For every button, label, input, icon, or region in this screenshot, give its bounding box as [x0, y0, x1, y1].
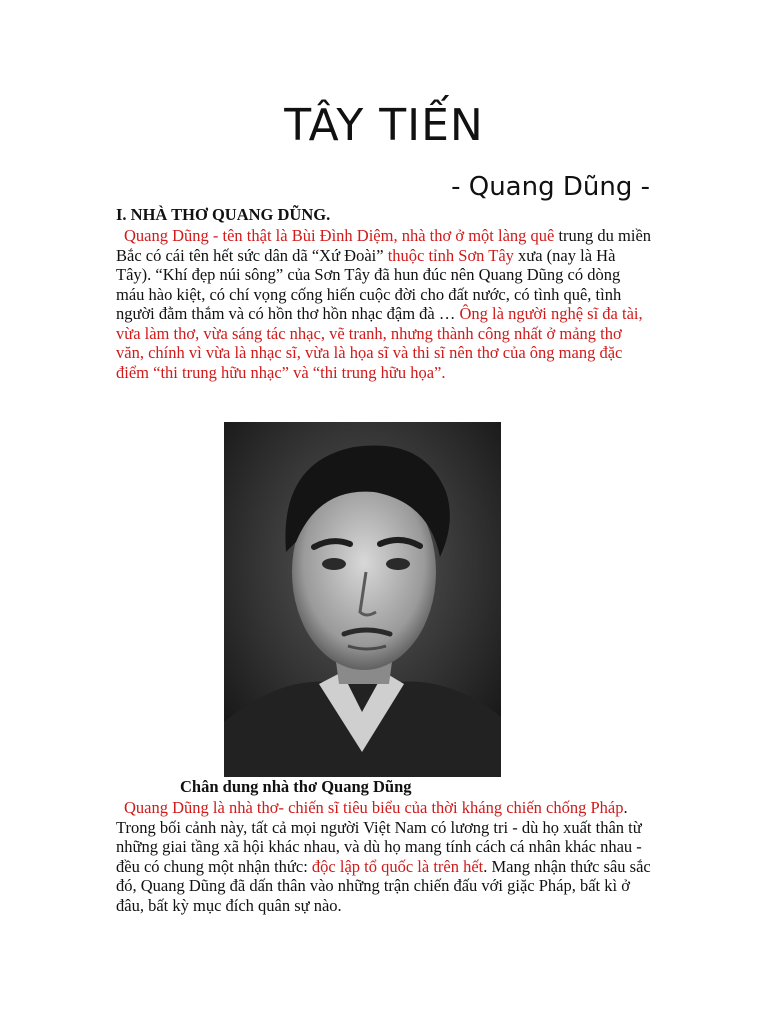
image-caption: Chân dung nhà thơ Quang Dũng	[180, 777, 412, 796]
text-run: Ông là người nghệ sĩ đa tài, vừa làm thơ, vừa sáng tác nhạc, vẽ tranh, nhưng thành công nhất ở mảng thơ văn, chính vì vừa là nhạc sĩ, vừa là họa sĩ và thi sĩ nên thơ của ông mang đặc điểm “thi trung hữu nhạc” và “thi trung hữu họa”.	[116, 304, 643, 382]
section-heading: I. NHÀ THƠ QUANG DŨNG.	[116, 205, 331, 224]
portrait-photo	[224, 422, 501, 777]
text-run: trung du miền Bắc có cái tên hết sức dân dã “Xứ Đoài”	[116, 226, 652, 265]
text-run: . Trong bối cảnh này, tất cả mọi người Việt Nam có lương tri - dù họ xuất thân từ những giai tầng xã hội khác nhau, và dù họ mang tính cách cá nhân khác nhau - đều có chung một nhận thức:	[116, 798, 642, 876]
paragraph-biography	[116, 798, 652, 915]
text-run: xưa (nay là Hà Tây). “Khí đẹp núi sông” của Sơn Tây đã hun đúc nên Quang Dũng có dòng máu hào kiệt, có chí vọng cống hiến cuộc đời cho đất nước, có tình quê, tình người đằm thắm và có hồn thơ hồn nhạc đậm đà …	[116, 245, 622, 323]
text-run: thuộc tỉnh Sơn Tây	[383, 245, 514, 265]
author-line: - Quang Dũng -	[451, 172, 650, 202]
text-run: độc lập tổ quốc là trên hết	[311, 856, 484, 876]
paragraph-intro	[116, 226, 652, 382]
document-title: TÂY TIẾN	[284, 100, 484, 151]
text-run: Quang Dũng là nhà thơ- chiến sĩ tiêu biểu của thời kháng chiến chống Pháp	[124, 798, 624, 817]
text-run: Quang Dũng - tên thật là Bùi Đình Diệm, nhà thơ ở một làng quê	[124, 226, 555, 245]
portrait-illustration	[224, 422, 501, 777]
text-run: . Mang nhận thức sâu sắc đó, Quang Dũng đã dấn thân vào những trận chiến đấu với giặc Pháp, bất kì ở đâu, bất kỳ mục đích quân sự nào.	[116, 856, 651, 915]
